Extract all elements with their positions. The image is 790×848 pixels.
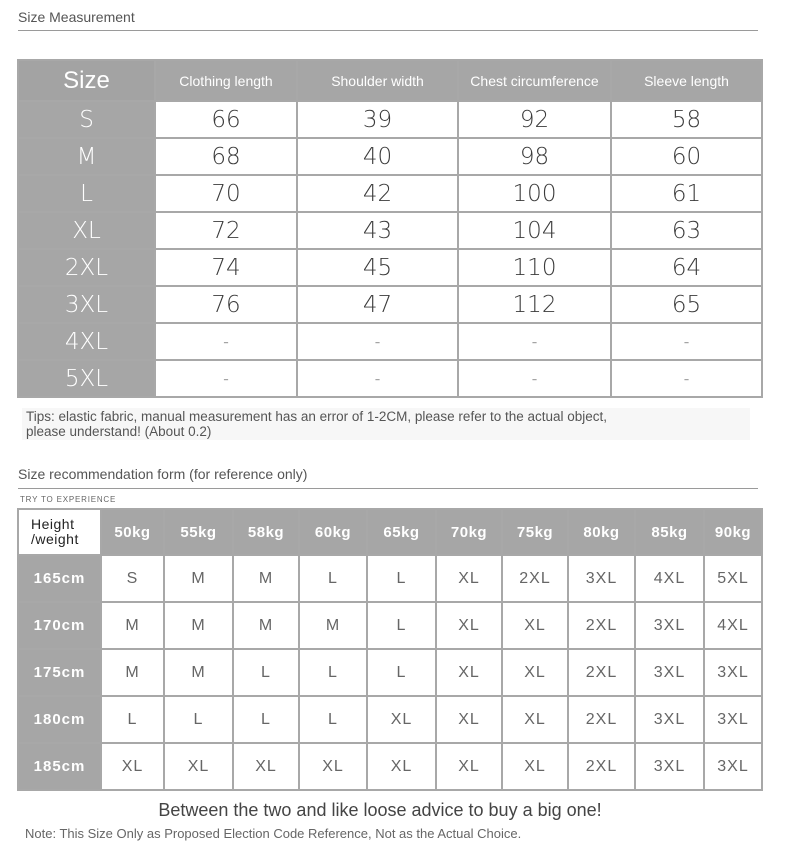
- recommended-size-cell: XL: [367, 696, 436, 743]
- weight-header: 55kg: [164, 509, 233, 555]
- height-label-cell: 165cm: [18, 555, 101, 602]
- measurement-cell: 47: [297, 286, 458, 323]
- measurement-cell: 42: [297, 175, 458, 212]
- recommended-size-cell: XL: [436, 696, 502, 743]
- measurement-cell: 110: [458, 249, 611, 286]
- recommended-size-cell: L: [101, 696, 164, 743]
- recommendation-row: [18, 696, 762, 743]
- weight-header: 58kg: [233, 509, 299, 555]
- measurement-cell: -: [297, 360, 458, 397]
- measurement-cell: 61: [611, 175, 762, 212]
- measurement-cell: 70: [155, 175, 297, 212]
- measurement-cell: -: [611, 323, 762, 360]
- measurement-cell: 43: [297, 212, 458, 249]
- measurement-cell: 98: [458, 138, 611, 175]
- recommended-size-cell: XL: [367, 743, 436, 790]
- measurement-tips: [22, 408, 750, 440]
- measurement-cell: 104: [458, 212, 611, 249]
- footer-advice: Between the two and like loose advice to buy a big one!: [158, 800, 602, 820]
- recommended-size-cell: XL: [436, 602, 502, 649]
- size-measurement-title: Size Measurement: [18, 9, 135, 25]
- recommended-size-cell: L: [367, 555, 436, 602]
- weight-header: 50kg: [101, 509, 164, 555]
- tips-line-1: Tips: elastic fabric, manual measurement has an error of 1-2CM, please refer to the actual object,: [26, 409, 608, 424]
- size-label-cell: 3XL: [18, 286, 155, 323]
- measurement-cell: 66: [155, 101, 297, 138]
- recommendation-row: [18, 602, 762, 649]
- size-row: [18, 212, 762, 249]
- height-label-cell: 175cm: [18, 649, 101, 696]
- size-row: [18, 101, 762, 138]
- recommended-size-cell: M: [233, 602, 299, 649]
- recommended-size-cell: 3XL: [704, 696, 762, 743]
- recommended-size-cell: 2XL: [568, 602, 635, 649]
- recommended-size-cell: M: [164, 555, 233, 602]
- recommended-size-cell: XL: [436, 743, 502, 790]
- recommended-size-cell: 5XL: [704, 555, 762, 602]
- measurement-cell: 63: [611, 212, 762, 249]
- size-label-cell: 5XL: [18, 360, 155, 397]
- size-row: [18, 360, 762, 397]
- recommended-size-cell: L: [233, 649, 299, 696]
- recommended-size-cell: XL: [502, 696, 568, 743]
- header-chest-circumference: Chest circumference: [458, 60, 611, 101]
- recommended-size-cell: 2XL: [568, 649, 635, 696]
- recommended-size-cell: 3XL: [635, 649, 704, 696]
- recommended-size-cell: XL: [299, 743, 367, 790]
- recommended-size-cell: XL: [233, 743, 299, 790]
- measurement-cell: 74: [155, 249, 297, 286]
- recommended-size-cell: XL: [502, 649, 568, 696]
- recommended-size-cell: L: [299, 696, 367, 743]
- recommended-size-cell: XL: [436, 649, 502, 696]
- recommended-size-cell: 3XL: [568, 555, 635, 602]
- recommendation-title: Size recommendation form (for reference only): [18, 466, 308, 482]
- header-size: Size: [18, 60, 155, 101]
- recommended-size-cell: 4XL: [635, 555, 704, 602]
- measurement-cell: -: [297, 323, 458, 360]
- size-row: [18, 249, 762, 286]
- recommended-size-cell: XL: [502, 743, 568, 790]
- weight-header: 60kg: [299, 509, 367, 555]
- recommendation-divider: [18, 488, 758, 489]
- measurement-cell: -: [458, 360, 611, 397]
- weight-header: 75kg: [502, 509, 568, 555]
- recommended-size-cell: L: [164, 696, 233, 743]
- size-recommendation-table: [17, 508, 763, 791]
- recommended-size-cell: 3XL: [635, 696, 704, 743]
- recommended-size-cell: M: [299, 602, 367, 649]
- height-label-cell: 180cm: [18, 696, 101, 743]
- recommendation-row: [18, 555, 762, 602]
- recommended-size-cell: 3XL: [635, 602, 704, 649]
- title-divider: [18, 30, 758, 31]
- footer-note: Note: This Size Only as Proposed Election Code Reference, Not as the Actual Choice.: [25, 826, 522, 841]
- recommended-size-cell: 3XL: [704, 743, 762, 790]
- recommended-size-cell: L: [299, 555, 367, 602]
- recommended-size-cell: M: [101, 649, 164, 696]
- measurement-cell: 76: [155, 286, 297, 323]
- recommended-size-cell: S: [101, 555, 164, 602]
- measurement-cell: 40: [297, 138, 458, 175]
- height-label-cell: 170cm: [18, 602, 101, 649]
- measurement-cell: -: [611, 360, 762, 397]
- recommended-size-cell: L: [299, 649, 367, 696]
- weight-header: 90kg: [704, 509, 762, 555]
- size-label-cell: M: [18, 138, 155, 175]
- weight-header: 85kg: [635, 509, 704, 555]
- recommended-size-cell: 4XL: [704, 602, 762, 649]
- corner-label-height: Height: [31, 516, 75, 532]
- height-weight-corner-label: [18, 509, 101, 555]
- recommended-size-cell: L: [367, 649, 436, 696]
- measurement-cell: -: [155, 323, 297, 360]
- measurement-cell: -: [458, 323, 611, 360]
- measurement-cell: 64: [611, 249, 762, 286]
- recommended-size-cell: 3XL: [635, 743, 704, 790]
- recommended-size-cell: XL: [502, 602, 568, 649]
- size-row: [18, 138, 762, 175]
- measurement-cell: 92: [458, 101, 611, 138]
- size-table-header-row: [18, 60, 762, 101]
- recommended-size-cell: 2XL: [568, 743, 635, 790]
- size-label-cell: L: [18, 175, 155, 212]
- corner-label-weight: /weight: [31, 531, 79, 547]
- measurement-cell: 39: [297, 101, 458, 138]
- measurement-cell: 68: [155, 138, 297, 175]
- weight-header: 80kg: [568, 509, 635, 555]
- recommended-size-cell: L: [233, 696, 299, 743]
- size-label-cell: 2XL: [18, 249, 155, 286]
- recommended-size-cell: M: [164, 649, 233, 696]
- header-sleeve-length: Sleeve length: [611, 60, 762, 101]
- recommended-size-cell: XL: [101, 743, 164, 790]
- measurement-cell: -: [155, 360, 297, 397]
- weight-header: 65kg: [367, 509, 436, 555]
- tips-line-2: please understand! (About 0.2): [26, 424, 212, 439]
- weight-header: 70kg: [436, 509, 502, 555]
- recommended-size-cell: 3XL: [704, 649, 762, 696]
- height-label-cell: 185cm: [18, 743, 101, 790]
- recommendation-header-row: [18, 509, 762, 555]
- measurement-cell: 60: [611, 138, 762, 175]
- measurement-cell: 112: [458, 286, 611, 323]
- recommendation-row: [18, 743, 762, 790]
- recommendation-row: [18, 649, 762, 696]
- recommended-size-cell: M: [101, 602, 164, 649]
- size-row: [18, 175, 762, 212]
- recommended-size-cell: XL: [436, 555, 502, 602]
- measurement-cell: 45: [297, 249, 458, 286]
- size-row: [18, 323, 762, 360]
- measurement-cell: 58: [611, 101, 762, 138]
- recommended-size-cell: L: [367, 602, 436, 649]
- measurement-cell: 72: [155, 212, 297, 249]
- size-label-cell: 4XL: [18, 323, 155, 360]
- size-row: [18, 286, 762, 323]
- header-shoulder-width: Shoulder width: [297, 60, 458, 101]
- size-label-cell: S: [18, 101, 155, 138]
- recommended-size-cell: 2XL: [502, 555, 568, 602]
- recommended-size-cell: 2XL: [568, 696, 635, 743]
- size-label-cell: XL: [18, 212, 155, 249]
- header-clothing-length: Clothing length: [155, 60, 297, 101]
- size-measurement-table: [17, 59, 763, 398]
- measurement-cell: 65: [611, 286, 762, 323]
- measurement-cell: 100: [458, 175, 611, 212]
- recommendation-subtitle: TRY TO EXPERIENCE: [20, 495, 117, 504]
- recommended-size-cell: XL: [164, 743, 233, 790]
- recommended-size-cell: M: [233, 555, 299, 602]
- recommended-size-cell: M: [164, 602, 233, 649]
